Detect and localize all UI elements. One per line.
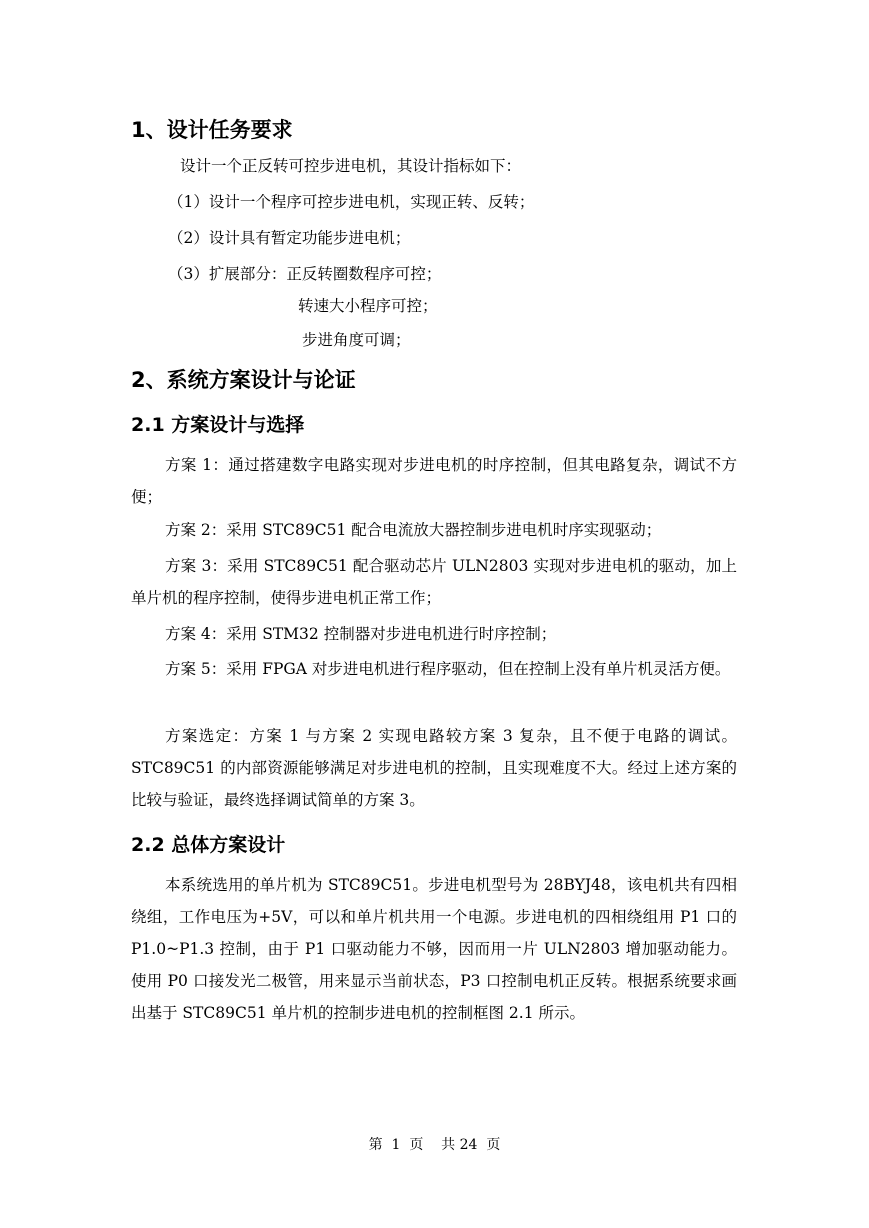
- plan-4-paragraph: 方案 4：采用 STM32 控制器对步进电机进行时序控制；: [165, 625, 557, 643]
- section-2-1-heading: 2.1 方案设计与选择: [131, 414, 305, 436]
- plan-selection-paragraph: 方案选定：方案 1 与方案 2 实现电路较方案 3 复杂，且不便于电路的调试。STC89C51 的内部资源能够满足对步进电机的控制，且实现难度不大。经过上述方案的比较与验证，最终选择调试简单的方案 3。: [131, 727, 737, 809]
- plan-3-paragraph: 方案 3：采用 STC89C51 配合驱动芯片 ULN2803 实现对步进电机的驱动，加上单片机的程序控制，使得步进电机正常工作；: [131, 557, 737, 607]
- section-2-heading: 2、系统方案设计与论证: [131, 368, 356, 392]
- section-1-heading: 1、设计任务要求: [131, 118, 293, 142]
- requirement-item-2: （2）设计具有暂定功能步进电机；: [168, 229, 411, 247]
- page-footer: 第 1 页 共 24 页: [368, 1137, 501, 1153]
- overall-design-paragraph: 本系统选用的单片机为 STC89C51。步进电机型号为 28BYJ48，该电机共有四相绕组，工作电压为+5V，可以和单片机共用一个电源。步进电机的四相绕组用 P1 口的 P1.0~P1.3 控制，由于 P1 口驱动能力不够，因而用一片 ULN2803 增加驱动能力。使用 P0 口接发光二极管，用来显示当前状态，P3 口控制电机正反转。根据系统要求画出基于 STC89C51 单片机的控制步进电机的控制框图 2.1 所示。: [131, 876, 737, 1022]
- plan-5-paragraph: 方案 5：采用 FPGA 对步进电机进行程序驱动，但在控制上没有单片机灵活方便。: [165, 660, 731, 678]
- plan-2-paragraph: 方案 2：采用 STC89C51 配合电流放大器控制步进电机时序实现驱动；: [165, 521, 662, 539]
- section-1-intro: 设计一个正反转可控步进电机，其设计指标如下：: [180, 157, 522, 175]
- requirement-sub-item-2: 步进角度可调；: [302, 331, 411, 349]
- requirement-item-3: （3）扩展部分：正反转圈数程序可控；: [168, 265, 442, 283]
- requirement-item-1: （1）设计一个程序可控步进电机，实现正转、反转；: [168, 193, 535, 211]
- requirement-sub-item-1: 转速大小程序可控；: [298, 297, 438, 315]
- section-2-2-heading: 2.2 总体方案设计: [131, 834, 286, 856]
- plan-1-paragraph: 方案 1：通过搭建数字电路实现对步进电机的时序控制，但其电路复杂，调试不方便；: [131, 456, 737, 506]
